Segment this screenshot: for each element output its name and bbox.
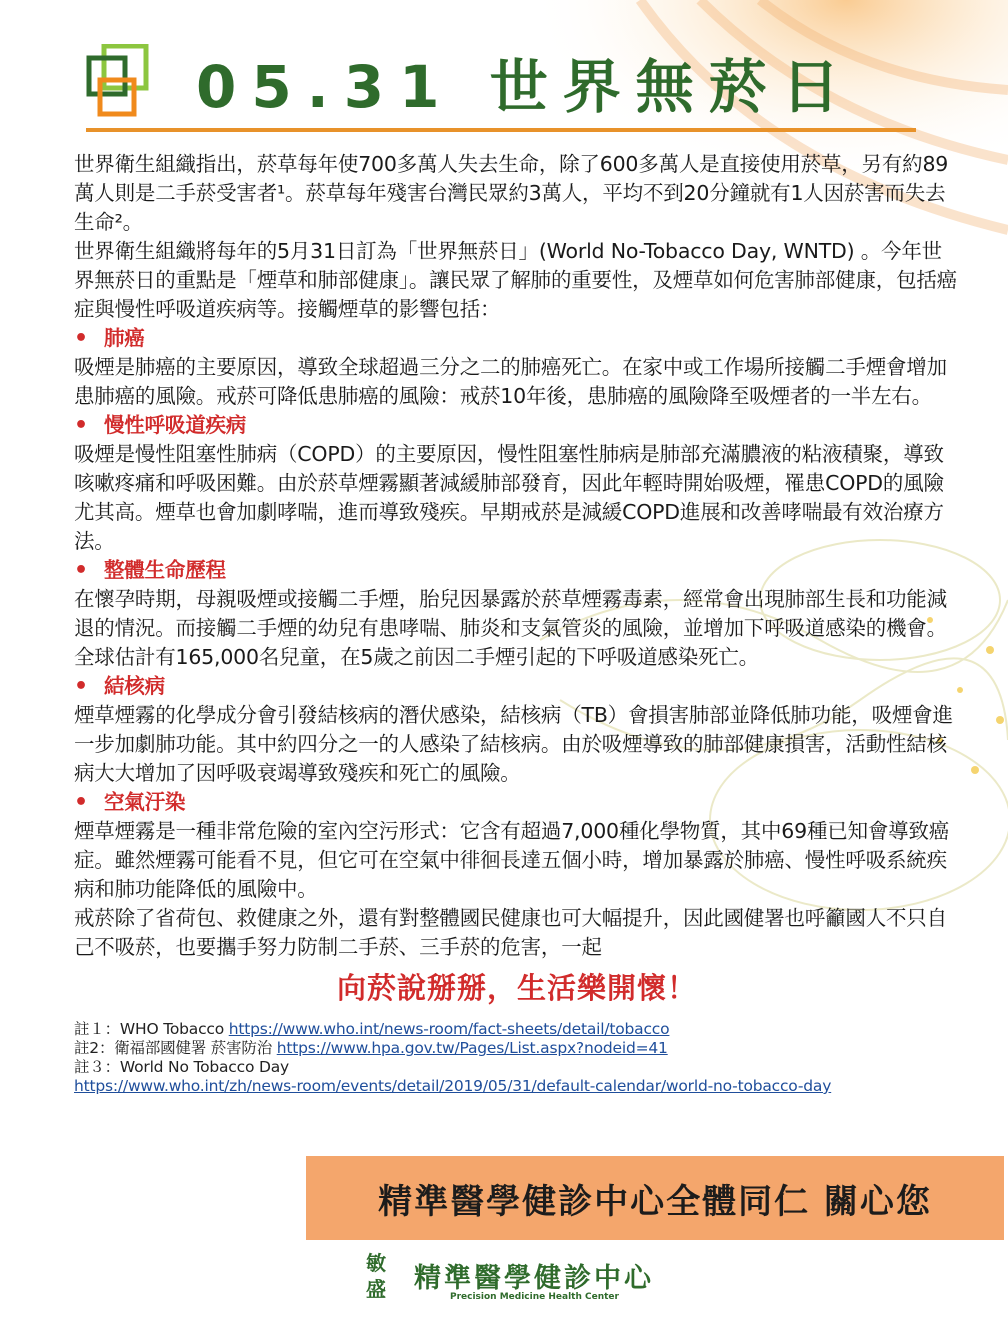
footnote-1-link[interactable]: https://www.who.int/news-room/fact-sheets/detail/tobacco bbox=[228, 1020, 670, 1038]
logo-name-cn: 精準醫學健診中心 bbox=[414, 1263, 654, 1294]
bullet-icon: • bbox=[74, 413, 88, 438]
logo-name-en: Precision Medicine Health Center bbox=[450, 1292, 619, 1302]
footer-banner: 精準醫學健診中心全體同仁 關心您 bbox=[306, 1156, 1004, 1240]
footnote-3: 註３：World No Tobacco Day bbox=[74, 1058, 289, 1076]
section-body-lung-cancer: 吸煙是肺癌的主要原因，導致全球超過三分之二的肺癌死亡。在家中或工作場所接觸二手煙會增加患肺癌的風險。戒菸可降低患肺癌的風險：戒菸10年後，患肺癌的風險降至吸煙者的一半左右。 bbox=[74, 355, 947, 408]
footnote-3-link[interactable]: https://www.who.int/zh/news-room/events/detail/2019/05/31/default-calendar/world-no-tobacco-day bbox=[74, 1077, 832, 1095]
section-heading-air-pollution: • 空氣汙染 bbox=[74, 790, 186, 815]
section-body-tuberculosis: 煙草煙霧的化學成分會引發結核病的潛伏感染，結核病（TB）會損害肺部並降低肺功能，吸煙會進一步加劇肺功能。其中約四分之一的人感染了結核病。由於吸煙導致的肺部健康損害，活動性結核病大大增加了因呼吸衰竭導致殘疾和死亡的風險。 bbox=[74, 703, 953, 785]
section-heading-tuberculosis: • 結核病 bbox=[74, 674, 165, 699]
section-body-air-pollution: 煙草煙霧是一種非常危險的室內空污形式：它含有超過7,000種化學物質，其中69種已知會導致癌症。雖然煙霧可能看不見，但它可在空氣中徘徊長達五個小時，增加暴露於肺癌、慢性呼吸系統疾病和肺功能降低的風險中。 bbox=[74, 819, 950, 901]
bullet-icon: • bbox=[74, 674, 88, 699]
intro-paragraph-1: 世界衛生組織指出，菸草每年使700多萬人失去生命，除了600多萬人是直接使用菸草，另有約89萬人則是二手菸受害者¹。菸草每年殘害台灣民眾約3萬人，平均不到20分鐘就有1人因菸害而失去生命²。 bbox=[74, 152, 949, 234]
footnote-3-link-line bbox=[74, 1077, 960, 1096]
footnote-1: 註１：WHO Tobacco https://www.who.int/news-room/fact-sheets/detail/tobacco bbox=[74, 1020, 670, 1038]
closing-paragraph: 戒菸除了省荷包、救健康之外，還有對整體國民健康也可大幅提升，因此國健署也呼籲國人不只自己不吸菸，也要攜手努力防制二手菸、三手菸的危害，一起 bbox=[74, 906, 947, 959]
section-body-life-course: 在懷孕時期，母親吸煙或接觸二手煙，胎兒因暴露於菸草煙霧毒素，經常會出現肺部生長和功能減退的情況。而接觸二手煙的幼兒有患哮喘、肺炎和支氣管炎的風險，並增加下呼吸道感染的機會。全球估計有165,000名兒童，在5歲之前因二手煙引起的下呼吸道感染死亡。 bbox=[74, 587, 947, 669]
section-heading-lung-cancer: • 肺癌 bbox=[74, 326, 145, 351]
bullet-icon: • bbox=[74, 790, 88, 815]
bullet-icon: • bbox=[74, 326, 88, 351]
section-heading-chronic-respiratory: • 慢性呼吸道疾病 bbox=[74, 413, 247, 438]
logo-mark-icon: 敏盛 bbox=[366, 1251, 386, 1301]
page-title: 05.31 世界無菸日 bbox=[196, 53, 855, 121]
section-heading-life-course: • 整體生命歷程 bbox=[74, 558, 226, 583]
title-squares-icon bbox=[86, 44, 152, 118]
footnote-2-link[interactable]: https://www.hpa.gov.tw/Pages/List.aspx?nodeid=41 bbox=[276, 1039, 668, 1057]
footnotes bbox=[74, 1020, 960, 1096]
bullet-icon: • bbox=[74, 558, 88, 583]
article-body bbox=[74, 150, 960, 1096]
center-logo bbox=[366, 1250, 656, 1310]
title-underline bbox=[86, 128, 916, 132]
intro-paragraph-2: 世界衛生組織將每年的5月31日訂為「世界無菸日」(World No-Tobacco Day, WNTD) 。今年世界無菸日的重點是「煙草和肺部健康」。讓民眾了解肺的重要性，及煙草如何危害肺部健康，包括癌症與慢性呼吸道疾病等。接觸煙草的影響包括： bbox=[74, 239, 957, 321]
footnote-2: 註2：衛福部國健署 菸害防治 https://www.hpa.gov.tw/Pages/List.aspx?nodeid=41 bbox=[74, 1039, 668, 1057]
section-body-chronic-respiratory: 吸煙是慢性阻塞性肺病（COPD）的主要原因，慢性阻塞性肺病是肺部充滿膿液的粘液積聚，導致咳嗽疼痛和呼吸困難。由於菸草煙霧顯著減緩肺部發育，因此年輕時開始吸煙，罹患COPD的風險尤其高。煙草也會加劇哮喘，進而導致殘疾。早期戒菸是減緩COPD進展和改善哮喘最有效治療方法。 bbox=[74, 442, 944, 553]
slogan: 向菸說掰掰，生活樂開懷！ bbox=[336, 971, 697, 1005]
